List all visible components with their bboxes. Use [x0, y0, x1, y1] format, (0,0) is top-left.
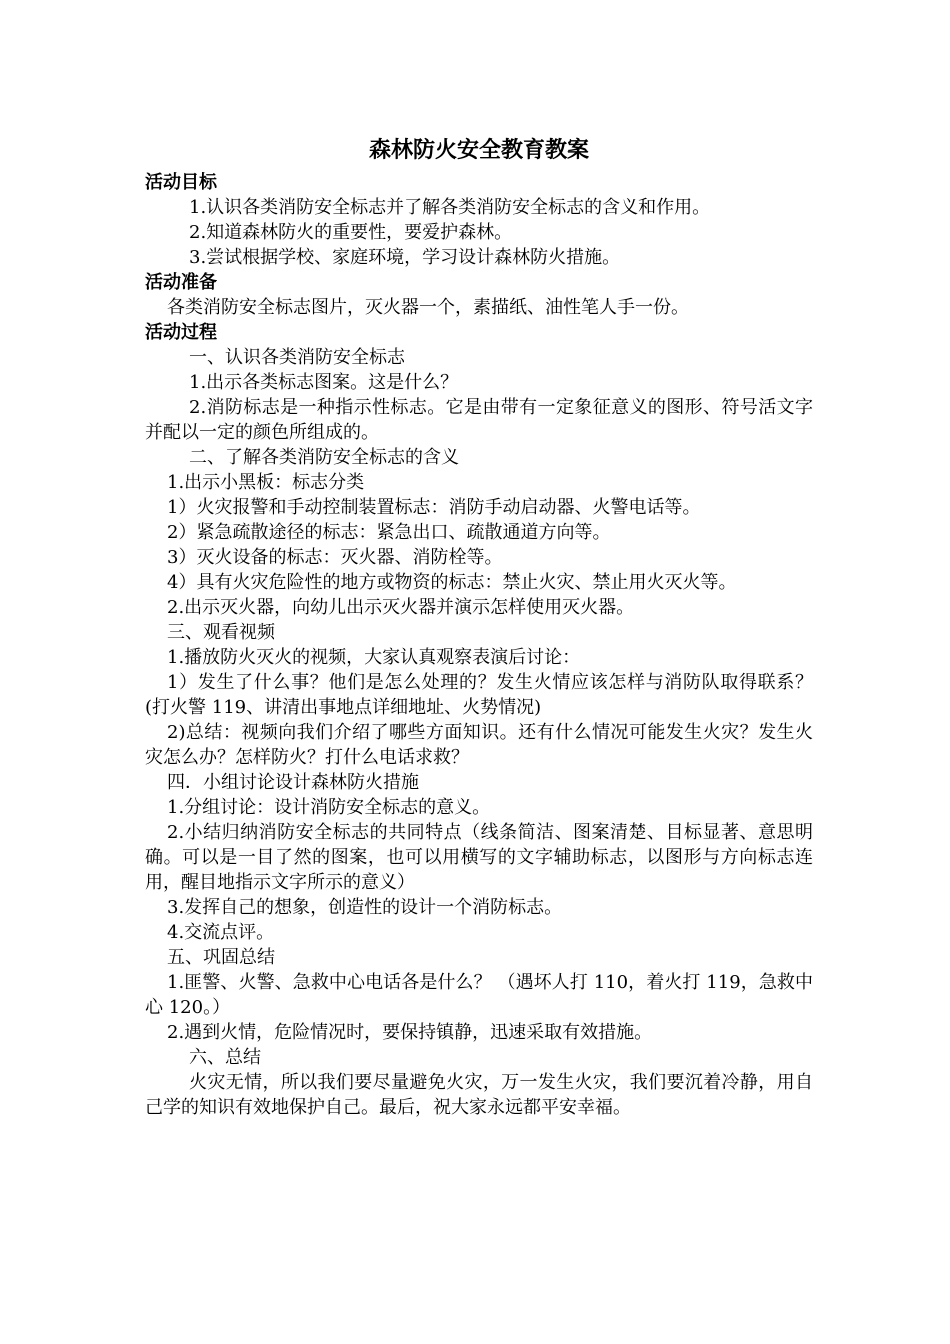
process-paragraph: 4.交流点评。: [167, 922, 275, 943]
process-paragraph: 2.小结归纳消防安全标志的共同特点（线条简洁、图案清楚、目标显著、意思明确。可以是一目了然的图案，也可以用横写的文字辅助标志，以图形与方向标志连用，醒目地指示文字所示的意义）: [145, 822, 813, 893]
section-heading-process: 活动过程: [145, 322, 217, 343]
section-heading-prep: 活动准备: [145, 272, 217, 293]
process-paragraph: 1.分组讨论：设计消防安全标志的意义。: [167, 797, 491, 818]
process-paragraph: 4）具有火灾危险性的地方或物资的标志：禁止火灾、禁止用火灭火等。: [167, 572, 737, 593]
process-paragraph: 3.发挥自己的想象，创造性的设计一个消防标志。: [167, 897, 563, 918]
process-paragraph: 1）火灾报警和手动控制装置标志：消防手动启动器、火警电话等。: [167, 497, 701, 518]
process-paragraph: 2.出示灭火器，向幼儿出示灭火器并演示怎样使用灭火器。: [167, 597, 635, 618]
process-paragraph: 2.遇到火情，危险情况时，要保持镇静，迅速采取有效措施。: [167, 1022, 653, 1043]
process-subheading-1: 一、认识各类消防安全标志: [189, 347, 405, 368]
goal-item-3: 3.尝试根据学校、家庭环境，学习设计森林防火措施。: [189, 247, 621, 268]
process-paragraph: 2）紧急疏散途径的标志：紧急出口、疏散通道方向等。: [167, 522, 611, 543]
process-paragraph: 1.出示小黑板：标志分类: [167, 472, 365, 493]
document-title: 森林防火安全教育教案: [368, 138, 589, 163]
process-paragraph: 1.出示各类标志图案。这是什么？: [189, 372, 459, 393]
process-subheading-5: 五、巩固总结: [167, 947, 275, 968]
section-heading-goals: 活动目标: [145, 172, 217, 193]
prep-text: 各类消防安全标志图片，灭火器一个，素描纸、油性笔人手一份。: [167, 297, 689, 318]
document-body: [145, 136, 813, 1120]
process-subheading-6: 六、总结: [189, 1047, 261, 1068]
process-paragraph: 2.消防标志是一种指示性标志。它是由带有一定象征意义的图形、符号活文字并配以一定的颜色所组成的。: [145, 397, 813, 443]
goal-item-2: 2.知道森林防火的重要性，要爱护森林。: [189, 222, 513, 243]
process-subheading-4: 四．小组讨论设计森林防火措施: [167, 772, 419, 793]
process-paragraph: 3）灭火设备的标志：灭火器、消防栓等。: [167, 547, 503, 568]
process-paragraph: 2)总结：视频向我们介绍了哪些方面知识。还有什么情况可能发生火灾？发生火灾怎么办？怎样防火？打什么电话求救？: [145, 722, 813, 768]
process-subheading-2: 二、了解各类消防安全标志的含义: [189, 447, 459, 468]
process-paragraph: 1.匪警、火警、急救中心电话各是什么？ （遇坏人打 110，着火打 119，急救中心 120。）: [145, 972, 813, 1018]
process-subheading-3: 三、观看视频: [167, 622, 275, 643]
goal-item-1: 1.认识各类消防安全标志并了解各类消防安全标志的含义和作用。: [189, 197, 711, 218]
process-paragraph: 1）发生了什么事？他们是怎么处理的？发生火情应该怎样与消防队取得联系？(打火警 119、讲清出事地点详细地址、火势情况): [145, 672, 813, 718]
closing-paragraph: 火灾无情，所以我们要尽量避免火灾，万一发生火灾，我们要沉着冷静，用自己学的知识有效地保护自己。最后，祝大家永远都平安幸福。: [145, 1072, 813, 1118]
process-paragraph: 1.播放防火灭火的视频，大家认真观察表演后讨论：: [167, 647, 581, 668]
